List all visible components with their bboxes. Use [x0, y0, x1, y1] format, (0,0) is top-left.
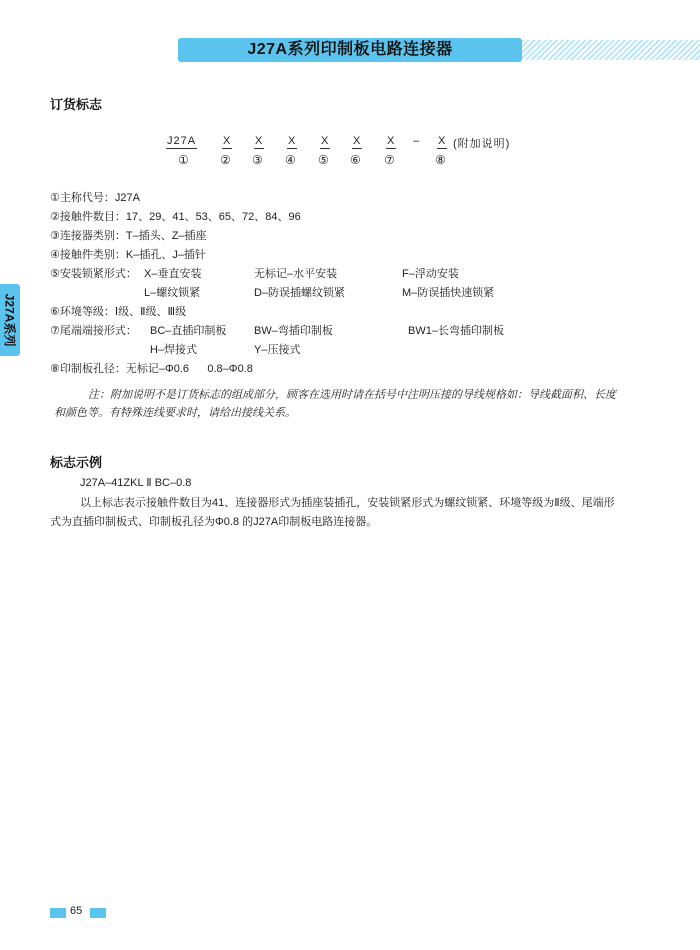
series-side-tab-label: J27A系列 — [2, 293, 17, 347]
order-note-line-1: 注：附加说明不是订货标志的组成部分，顾客在选用时请在括号中注明压接的导线规格如：导线截面积、长度 — [88, 389, 616, 401]
item-7-option-d: H–焊接式 — [150, 344, 198, 356]
page-title: J27A系列印制板电路连接器 — [247, 41, 453, 58]
order-heading: 订货标志 — [50, 97, 103, 112]
code-x3: X — [288, 135, 297, 147]
item-5-option-c: F–浮动安装 — [402, 268, 459, 280]
item-7-option-e: Y–压接式 — [254, 344, 301, 356]
code-num-2: ② — [220, 153, 231, 167]
example-heading: 标志示例 — [50, 455, 103, 470]
code-num-4: ④ — [285, 153, 296, 167]
item-3: ③连接器类别：T–插头、Z–插座 — [50, 230, 207, 242]
example-desc-line-2: 式为直插印制板式、印制板孔径为Φ0.8 的J27A印制板电路连接器。 — [50, 516, 378, 528]
item-7-label: ⑦尾端端接形式： — [50, 325, 137, 337]
code-x5: X — [353, 135, 362, 147]
item-1: ①主称代号：J27A — [50, 192, 140, 204]
header-hatch-decoration — [522, 40, 700, 60]
code-x4: X — [321, 135, 330, 147]
code-num-1: ① — [178, 153, 189, 167]
item-5-option-f: M–防误插快速锁紧 — [402, 287, 495, 299]
item-5-option-d: L–螺纹锁紧 — [144, 287, 201, 299]
page-title-banner — [178, 38, 522, 62]
item-7-option-a: BC–直插印制板 — [150, 325, 227, 337]
item-7-option-c: BW1–长弯插印制板 — [408, 325, 504, 337]
code-num-6: ⑥ — [350, 153, 361, 167]
order-note-line-2: 和颜色等。有特殊连线要求时，请给出接线关系。 — [54, 407, 296, 419]
code-suffix: (附加说明) — [453, 138, 511, 150]
item-4: ④接触件类别：K–插孔、J–插针 — [50, 249, 206, 261]
series-side-tab — [0, 284, 20, 356]
page-number: 65 — [70, 905, 83, 917]
item-5-option-b: 无标记–水平安装 — [254, 268, 338, 280]
code-x6: X — [387, 135, 396, 147]
code-x2: X — [255, 135, 264, 147]
code-num-3: ③ — [252, 153, 263, 167]
example-code: J27A–41ZKL Ⅱ BC–0.8 — [80, 477, 192, 489]
item-6: ⑥环境等级：Ⅰ级、Ⅱ级、Ⅲ级 — [50, 306, 187, 318]
item-7-option-b: BW–弯插印制板 — [254, 325, 333, 337]
code-dash: – — [413, 135, 421, 147]
code-prefix: J27A — [167, 135, 197, 147]
page-number-bar-right — [90, 908, 106, 918]
item-5-option-a: X–垂直安装 — [144, 268, 202, 280]
code-num-8: ⑧ — [435, 153, 446, 167]
code-num-7: ⑦ — [384, 153, 395, 167]
item-5-option-e: D–防误插螺纹锁紧 — [254, 287, 346, 299]
code-x1: X — [223, 135, 232, 147]
code-num-5: ⑤ — [318, 153, 329, 167]
page-number-bar-left — [50, 908, 66, 918]
item-8: ⑧印制板孔径：无标记–Φ0.6 0.8–Φ0.8 — [50, 363, 253, 375]
example-desc-line-1: 以上标志表示接触件数目为41、连接器形式为插座装插孔，安装锁紧形式为螺纹锁紧、环境等级为Ⅱ级、尾端形 — [80, 497, 615, 509]
item-5-label: ⑤安装锁紧形式： — [50, 268, 137, 280]
code-x7: X — [438, 135, 447, 147]
item-2: ②接触件数目：17、29、41、53、65、72、84、96 — [50, 211, 301, 223]
